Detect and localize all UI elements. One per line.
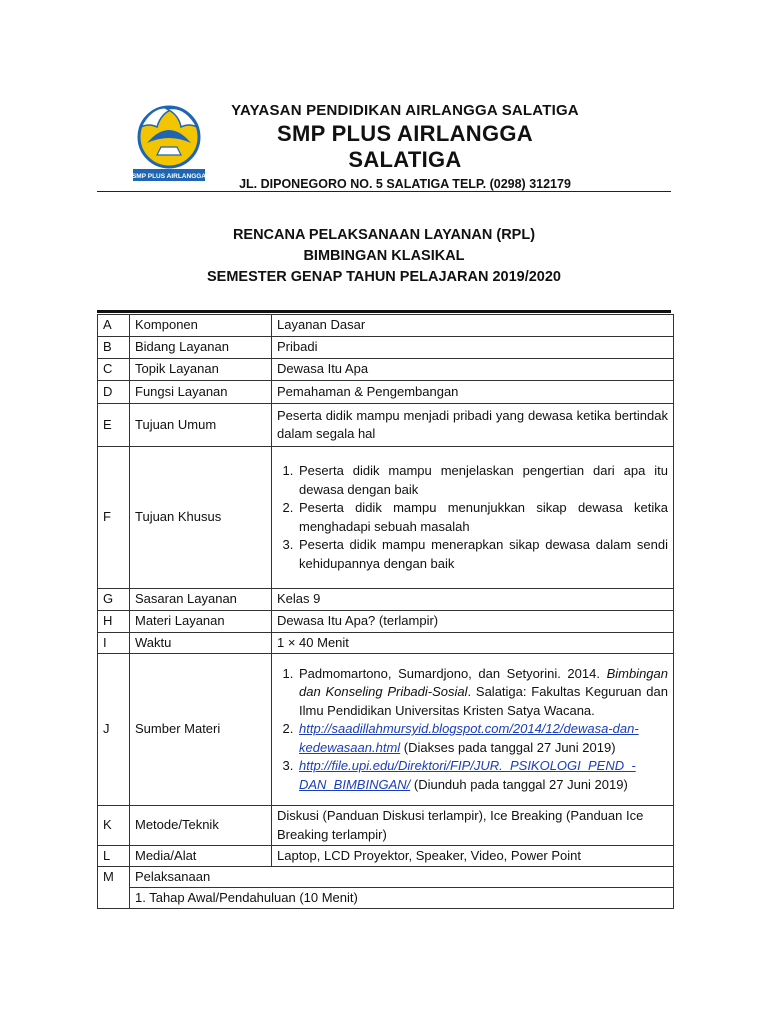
list-item: 2. Peserta didik mampu menunjukkan sikap dewasa ketika menghadapi sebuah masalah: [297, 499, 668, 536]
list-item: [297, 720, 668, 757]
row-code: B: [98, 337, 130, 359]
row-code: M: [98, 867, 130, 909]
row-value: Diskusi (Panduan Diskusi terlampir), Ice Breaking (Panduan Ice Breaking terlampir): [272, 806, 674, 846]
letterhead-divider: [97, 191, 671, 192]
school-name: SMP PLUS AIRLANGGA SALATIGA: [277, 121, 533, 172]
table-row: [98, 888, 674, 909]
row-label: Sumber Materi: [130, 654, 272, 806]
row-code: H: [98, 611, 130, 633]
table-row: [98, 846, 674, 867]
row-code: A: [98, 315, 130, 337]
school-address: JL. DIPONEGORO NO. 5 SALATIGA TELP. (0298) 312179: [239, 177, 571, 191]
table-row: [98, 589, 674, 611]
row-code: C: [98, 359, 130, 381]
title-line-3: SEMESTER GENAP TAHUN PELAJARAN 2019/2020: [206, 269, 561, 285]
table-top-bar: [97, 310, 671, 313]
reference-authors: Padmomartono, Sumardjono, dan Setyorini. 2014.: [299, 665, 600, 681]
table-row: [98, 359, 674, 381]
reference-list: [277, 665, 668, 795]
row-label: Materi Layanan: [130, 611, 272, 633]
school-logo: [127, 97, 211, 183]
list-item: [297, 757, 668, 794]
row-label: Waktu: [130, 633, 272, 654]
row-value: Peserta didik mampu menjadi pribadi yang dewasa ketika bertindak dalam segala hal: [272, 404, 674, 447]
row-code: F: [98, 447, 130, 589]
row-value: Layanan Dasar: [272, 315, 674, 337]
table-row: [98, 315, 674, 337]
row-value: Pribadi: [272, 337, 674, 359]
row-label: Fungsi Layanan: [130, 381, 272, 404]
row-label: Tujuan Khusus: [130, 447, 272, 589]
title-line-1: RENCANA PELAKSANAAN LAYANAN (RPL): [232, 227, 536, 243]
table-row: [98, 381, 674, 404]
row-label: Metode/Teknik: [130, 806, 272, 846]
document-title: [97, 225, 671, 288]
row-value: Dewasa Itu Apa? (terlampir): [272, 611, 674, 633]
foundation-name: YAYASAN PENDIDIKAN AIRLANGGA SALATIGA: [231, 102, 579, 119]
table-row: [98, 404, 674, 447]
list-item: [297, 665, 668, 721]
reference-publisher: . Salatiga: Fakultas Keguruan dan Ilmu Pendidikan Universitas Kristen Satya Wacana.: [299, 684, 668, 718]
objective-list: [277, 462, 668, 573]
row-code: L: [98, 846, 130, 867]
row-value: Kelas 9: [272, 589, 674, 611]
table-row: [98, 447, 674, 589]
row-code: E: [98, 404, 130, 447]
row-label: Bidang Layanan: [130, 337, 272, 359]
row-value: 1 × 40 Menit: [272, 633, 674, 654]
title-line-2: BIMBINGAN KLASIKAL: [303, 248, 465, 264]
letterhead: [220, 102, 590, 191]
row-value: Dewasa Itu Apa: [272, 359, 674, 381]
rpl-table: [97, 314, 674, 909]
reference-link[interactable]: http://saadillahmursyid.blogspot.com/2014/12/dewasa-dan-kedewasaan.html: [299, 721, 639, 755]
reference-link[interactable]: http://file.upi.edu/Direktori/FIP/JUR._PSIKOLOGI_PEND_-DAN_BIMBINGAN/: [299, 758, 636, 792]
row-code: I: [98, 633, 130, 654]
table-row: [98, 867, 674, 888]
stage-item: 1. Tahap Awal/Pendahuluan (10 Menit): [130, 888, 674, 909]
reference-note: (Diakses pada tanggal 27 Juni 2019): [400, 739, 616, 755]
list-item: 3. Peserta didik mampu menerapkan sikap dewasa dalam sendi kehidupannya dengan baik: [297, 536, 668, 573]
row-value: [272, 447, 674, 589]
row-label: Topik Layanan: [130, 359, 272, 381]
table-row: [98, 337, 674, 359]
row-code: D: [98, 381, 130, 404]
table-row: [98, 611, 674, 633]
row-value: Laptop, LCD Proyektor, Speaker, Video, Power Point: [272, 846, 674, 867]
list-item: 1. Peserta didik mampu menjelaskan pengertian dari apa itu dewasa dengan baik: [297, 462, 668, 499]
row-code: G: [98, 589, 130, 611]
row-value: Pemahaman & Pengembangan: [272, 381, 674, 404]
table-row: [98, 654, 674, 806]
row-label: Pelaksanaan: [130, 867, 674, 888]
row-label: Sasaran Layanan: [130, 589, 272, 611]
table-row: [98, 806, 674, 846]
row-code: K: [98, 806, 130, 846]
table-row: [98, 633, 674, 654]
row-code: J: [98, 654, 130, 806]
logo-caption: SMP PLUS AIRLANGGA: [131, 173, 207, 180]
row-label: Media/Alat: [130, 846, 272, 867]
row-value: [272, 654, 674, 806]
row-label: Komponen: [130, 315, 272, 337]
reference-book-title: Bimbingan dan Konseling Pribadi-Sosial: [299, 665, 668, 700]
reference-note: (Diunduh pada tanggal 27 Juni 2019): [410, 776, 628, 792]
row-label: Tujuan Umum: [130, 404, 272, 447]
